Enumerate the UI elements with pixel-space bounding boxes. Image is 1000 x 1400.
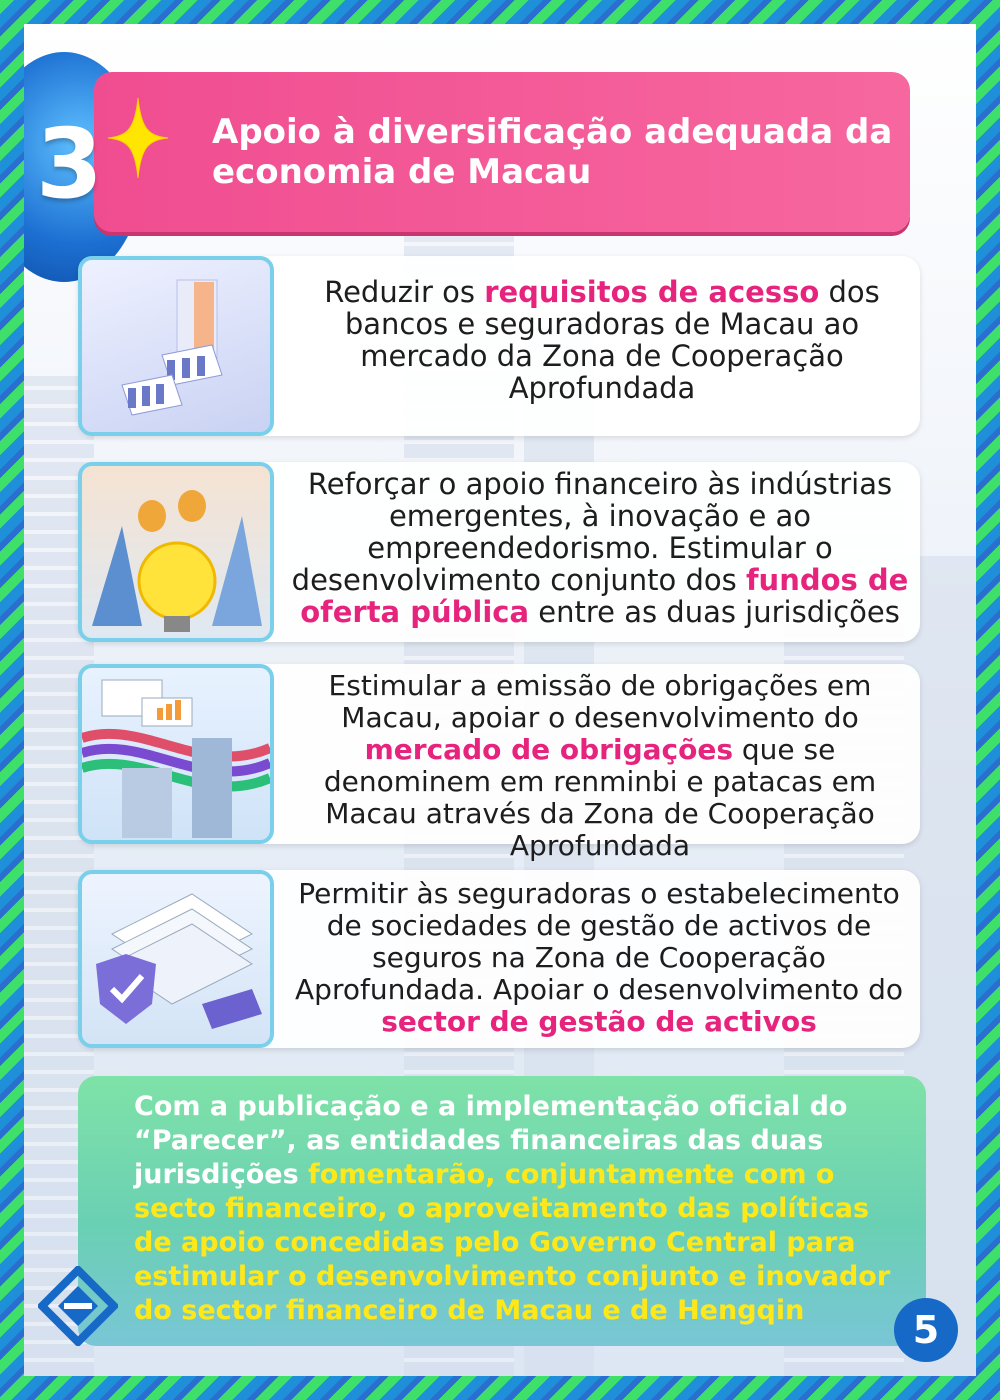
- card-public-funds: [78, 462, 920, 642]
- card-access-requirements: [78, 256, 920, 436]
- summary-panel: [78, 1076, 926, 1346]
- section-number: 3: [36, 108, 103, 220]
- bond-market-illustration: [78, 664, 274, 844]
- card-text: Reforçar o apoio financeiro às indústrias emergentes, à inovação e ao empreendedorismo. Estimular o desenvolvimento conjunto dos fundos de oferta pública entre as duas jurisdições: [291, 467, 909, 629]
- page: [24, 24, 976, 1376]
- bank-buildings-illustration: [78, 256, 274, 436]
- card-bond-market: [78, 664, 920, 862]
- card-text: Reduzir os requisitos de acesso dos bancos e seguradoras de Macau ao mercado da Zona de Cooperação Aprofundada: [324, 275, 880, 405]
- coins-lightbulb-illustration: [78, 462, 274, 642]
- logo-icon: [38, 1266, 118, 1346]
- page-number: 5: [894, 1298, 958, 1362]
- asset-management-illustration: [78, 870, 274, 1048]
- card-text: Permitir às seguradoras o estabelecimento de sociedades de gestão de activos de seguros na Zona de Cooperação Aprofundada. Apoiar o desenvolvimento do sector de gestão de activos: [295, 877, 903, 1038]
- title-banner: [94, 72, 910, 232]
- page-title: Apoio à diversificação adequada da economia de Macau: [212, 112, 893, 192]
- card-text: Estimular a emissão de obrigações em Macau, apoiar o desenvolvimento do mercado de obrigações que se denominem em renminbi e patacas em Macau através da Zona de Cooperação Aprofundada: [323, 669, 877, 862]
- card-asset-management: [78, 870, 920, 1048]
- sparkle-icon: [108, 98, 168, 178]
- summary-text: Com a publicação e a implementação oficial do “Parecer”, as entidades financeiras das duas jurisdições fomentarão, conjuntamente com o secto financeiro, o aproveitamento das políticas de apoio concedidas pelo Governo Central para estimular o desenvolvimento conjunto e inovador do sector financeiro de Macau e de Hengqin: [134, 1091, 891, 1326]
